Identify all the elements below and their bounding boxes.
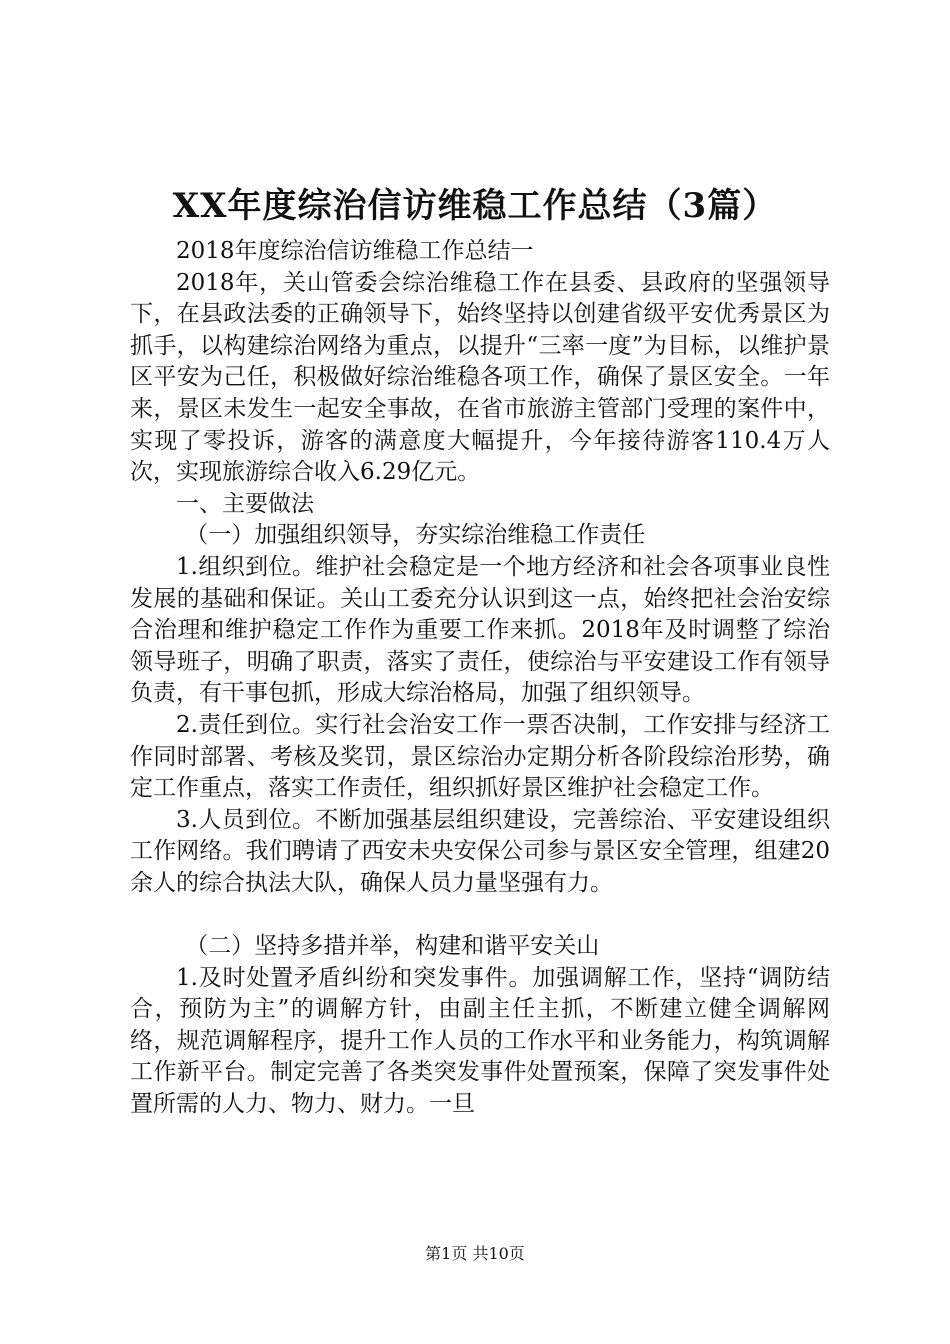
heading-main-practices: 一、主要做法 [176,490,314,517]
paragraph-organization: 1.组织到位。维护社会稳定是一个地方经济和社会各项事业良性发展的基础和保证。关山工委充分认识到这一点，始终把社会治安综合治理和维护稳定工作作为重要工作来抓。2018年及时调整了综治领导班子，明确了职责，落实了责任，使综治与平安建设工作有领导负责，有干事包抓，形成大综治格局，加强了组织领导。 [130,553,830,707]
document-body [130,236,830,1121]
document-title: XX年度综治信访维稳工作总结（3篇） [172,186,778,226]
paragraph-disputes: 1.及时处置矛盾纠纷和突发事件。加强调解工作，坚持“调防结合，预防为主”的调解方针，由副主任主抓，不断建立健全调解网络，规范调解程序，提升工作人员的工作水平和业务能力，构筑调解工作新平台。制定完善了各类突发事件处置预案，保障了突发事件处置所需的人力、物力、财力。一旦 [130,964,830,1118]
blank-line [130,899,830,931]
heading-subsection-1: （一）加强组织领导，夯实综治维稳工作责任 [185,522,646,549]
paragraph-intro: 2018年，关山管委会综治维稳工作在县委、县政府的坚强领导下，在县政法委的正确领导下，始终坚持以创建省级平安优秀景区为抓手，以构建综治网络为重点，以提升“三率一度”为目标，以维护景区平安为己任，积极做好综治维稳各项工作，确保了景区安全。一年来，景区未发生一起安全事故，在省市旅游主管部门受理的案件中，实现了零投诉，游客的满意度大幅提升，今年接待游客110.4万人次，实现旅游综合收入6.29亿元。 [130,269,830,486]
section-subtitle: 2018年度综治信访维稳工作总结一 [176,238,534,264]
heading-subsection-2: （二）坚持多措并举，构建和谐平安关山 [185,933,600,960]
paragraph-personnel: 3.人员到位。不断加强基层组织建设，完善综治、平安建设组织工作网络。我们聘请了西安未央安保公司参与景区安全管理，组建20余人的综合执法大队，确保人员力量坚强有力。 [130,806,830,896]
paragraph-responsibility: 2.责任到位。实行社会治安工作一票否决制，工作安排与经济工作同时部署、考核及奖罚，景区综治办定期分析各阶段综治形势，确定工作重点，落实工作责任，组织抓好景区维护社会稳定工作。 [130,711,830,802]
page-footer: 第1页 共10页 [425,1244,525,1263]
